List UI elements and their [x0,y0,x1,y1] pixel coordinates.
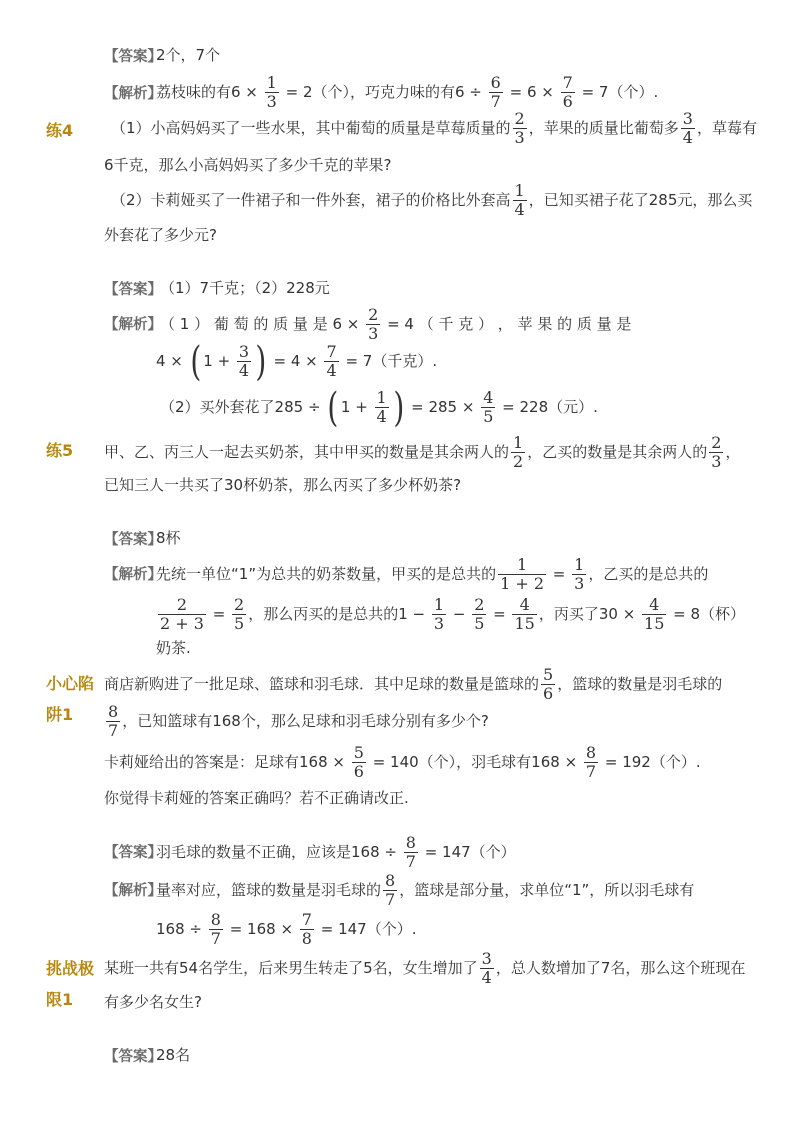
fraction [511,434,525,471]
text: ，已知买裙子花了285元，那么买 [528,191,753,209]
fraction [513,110,527,147]
fraction [232,596,246,633]
text: = 7（千克）. [340,352,438,370]
fraction [375,389,389,426]
text: 羽毛球的数量不正确，应该是168 ÷ [156,843,402,861]
fraction-numerator: 1 [514,181,525,200]
analysis-tag: 【解析】 [104,883,162,899]
fraction-numerator: 8 [585,743,597,762]
fraction [383,872,397,909]
fraction-denominator: 3 [368,324,379,343]
answer-tag: 【答案】 [104,532,162,548]
text: = [548,565,571,583]
fraction-numerator: 7 [562,73,573,92]
question-line [111,108,757,148]
question-line: 6千克，那么小高妈妈买了多少千克的苹果? [104,156,392,174]
question-line [104,430,740,474]
text: （2）买外套花了285 ÷ [160,398,326,416]
text: ， [725,443,741,461]
fraction-numerator: 2 [711,433,722,452]
fraction-numerator: 3 [682,109,693,128]
question-line [111,178,752,222]
text: ，篮球的数量是羽毛球的 [557,675,723,693]
question-line [104,946,745,990]
question-line: 有多少名女生? [104,993,202,1011]
text: ，篮球是部分量，求单位“1”，所以羽毛球有 [399,881,695,899]
fraction-numerator: 3 [481,949,492,968]
analysis-line: 奶茶. [156,639,191,657]
text: ，乙买的是总共的 [588,565,709,583]
text: ，草莓有 [696,119,757,137]
fraction-numerator: 8 [108,702,119,721]
fraction [681,110,695,147]
fraction-numerator: 2 [234,595,245,614]
fraction-numerator: 1 [266,73,277,92]
fraction-numerator: 6 [490,73,501,92]
fraction-denominator: 5 [474,614,485,633]
question-line [104,740,701,784]
fraction [106,703,120,740]
fraction-denominator: 7 [210,929,221,948]
text: = 147（个）. [315,920,417,938]
fraction [498,556,546,593]
fraction-denominator: 4 [238,361,250,380]
text: （1）小高妈妈买了一些水果，其中葡萄的质量是草莓质量的 [111,119,511,137]
analysis-line [156,592,745,636]
text: 商店新购进了一批足球、篮球和羽毛球．其中足球的数量是篮球的 [104,675,540,693]
fraction-numerator: 4 [642,596,666,615]
fraction-numerator: 1 [376,388,387,407]
answer-text: （1）7千克；（2）228元 [160,279,330,297]
fraction-denominator: 7 [385,890,396,909]
analysis-line [160,384,598,430]
text: = [207,605,231,623]
challenge-label: 挑战极 [46,959,95,978]
trap-label: 阱1 [46,705,74,724]
fraction-numerator: 1 [574,555,585,574]
text: （ 1 ） 葡 萄 的 质 量 是 6 × [160,315,365,333]
fraction-numerator: 2 [474,595,485,614]
fraction-denominator: 6 [353,762,364,781]
challenge-label: 限1 [46,990,74,1009]
analysis-tag: 【解析】 [104,86,162,102]
fraction-numerator: 7 [326,342,337,361]
left-paren: ( [327,384,339,431]
analysis-line [156,72,658,112]
fraction-numerator: 7 [301,910,312,929]
fraction-denominator: 4 [682,128,693,147]
text: = 7（个）. [576,83,659,101]
exercise-label: 练4 [46,121,74,140]
text: （2）卡莉娅买了一件裙子和一件外套，裙子的价格比外套高 [111,191,511,209]
fraction [512,596,536,633]
answer-text: 8杯 [156,529,181,547]
right-paren: ) [393,384,405,431]
text: 168 ÷ [156,920,207,938]
answer-text: 2个，7个 [156,46,221,64]
fraction [352,744,366,781]
text: 卡莉娅给出的答案是：足球有168 × [104,753,350,771]
fraction [480,950,494,987]
text: = [488,605,511,623]
text: = 168 × [224,920,298,938]
text: 甲、乙、丙三人一起去买奶茶，其中甲买的数量是其余两人的 [104,443,510,461]
question-line [104,699,489,743]
fraction-denominator: 2 + 3 [160,614,204,633]
fraction [158,596,206,633]
text: − [448,605,471,623]
fraction [209,911,223,948]
question-line: 已知三人一共买了30杯奶茶，那么丙买了多少杯奶茶? [104,476,462,494]
fraction [561,74,575,111]
answer-tag: 【答案】 [104,845,162,861]
fraction-numerator: 2 [158,596,206,615]
fraction-numerator: 8 [385,871,396,890]
fraction [541,666,555,703]
analysis-tag: 【解析】 [104,567,162,583]
fraction-numerator: 8 [210,910,221,929]
fraction [237,343,251,380]
text: = 4 × [268,352,323,370]
fraction-denominator: 5 [234,614,245,633]
fraction-numerator: 4 [483,388,494,407]
text: 4 × [156,352,188,370]
fraction-denominator: 3 [433,614,445,633]
fraction-numerator: 8 [405,833,416,852]
fraction-numerator: 2 [368,305,379,324]
analysis-line [156,907,416,951]
text: 1 + [203,352,235,370]
fraction [472,596,486,633]
left-paren: ( [189,338,201,385]
fraction-numerator: 4 [512,596,536,615]
analysis-line [156,338,437,384]
fraction-numerator: 5 [353,743,364,762]
fraction-denominator: 15 [644,614,665,633]
fraction-denominator: 4 [326,361,337,380]
fraction [481,389,495,426]
text: = 2（个），巧克力味的有6 ÷ [280,83,487,101]
fraction [642,596,666,633]
fraction-denominator: 1 + 2 [500,574,545,593]
text: = 147（个） [419,843,516,861]
text: ，已知篮球有168个，那么足球和羽毛球分别有多少个? [122,712,489,730]
fraction-denominator: 6 [562,92,573,111]
fraction-denominator: 15 [514,614,535,633]
fraction [432,596,446,633]
fraction [513,182,527,219]
fraction-denominator: 3 [711,452,722,471]
text: 某班一共有54名学生，后来男生转走了5名，女生增加了 [104,959,478,977]
fraction-denominator: 6 [543,684,554,703]
fraction-denominator: 3 [514,128,525,147]
text: ，那么丙买的是总共的1 − [248,605,430,623]
text: ，苹果的质量比葡萄多 [528,119,679,137]
fraction-denominator: 4 [514,200,525,219]
trap-label: 小心陷 [46,674,95,693]
fraction [404,834,418,871]
fraction-denominator: 2 [513,452,524,471]
fraction-denominator: 7 [490,92,501,111]
fraction-denominator: 7 [585,762,597,781]
fraction [572,556,586,593]
analysis-tag: 【解析】 [104,317,162,333]
text: ，总人数增加了7名，那么这个班现在 [495,959,746,977]
text: ，丙买了30 × [538,605,641,623]
question-line: 你觉得卡莉娅的答案正确吗？若不正确请改正. [104,789,409,807]
answer-tag: 【答案】 [104,282,162,298]
text: = 228（元）. [497,398,598,416]
fraction-numerator: 1 [513,433,524,452]
fraction-denominator: 7 [108,721,119,740]
text: = 8（杯） [668,605,746,623]
text: 量率对应，篮球的数量是羽毛球的 [156,881,382,899]
right-paren: ) [255,338,267,385]
fraction-denominator: 8 [301,929,312,948]
text: = 4 （ 千 克 ） ， 苹 果 的 质 量 是 [382,315,632,333]
fraction-denominator: 7 [405,852,416,871]
fraction-numerator: 2 [514,109,525,128]
fraction [265,74,279,111]
fraction-numerator: 3 [238,342,250,361]
text: ，乙买的数量是其余两人的 [527,443,708,461]
text: 荔枝味的有6 × [156,83,263,101]
text: = 140（个），羽毛球有168 × [367,753,582,771]
fraction-denominator: 4 [481,968,492,987]
answer-tag: 【答案】 [104,49,162,65]
fraction-numerator: 1 [498,556,546,575]
text: = 6 × [504,83,559,101]
question-line: 外套花了多少元? [104,226,217,244]
fraction-denominator: 4 [376,407,387,426]
text: 先统一单位“1”为总共的奶茶数量，甲买的是总共的 [156,565,497,583]
fraction-numerator: 1 [433,595,445,614]
exercise-label: 练5 [46,441,74,460]
answer-text: 28名 [156,1046,191,1064]
text: = 285 × [406,398,480,416]
fraction [489,74,503,111]
analysis-line [156,552,708,596]
text: 1 + [340,398,373,416]
answer-tag: 【答案】 [104,1049,162,1065]
fraction [709,434,723,471]
fraction-denominator: 3 [266,92,277,111]
fraction-numerator: 5 [543,665,554,684]
text: = 192（个）. [600,753,701,771]
fraction-denominator: 5 [483,407,494,426]
analysis-line [156,868,694,912]
fraction [300,911,314,948]
fraction [324,343,338,380]
fraction-denominator: 3 [574,574,585,593]
fraction [584,744,598,781]
